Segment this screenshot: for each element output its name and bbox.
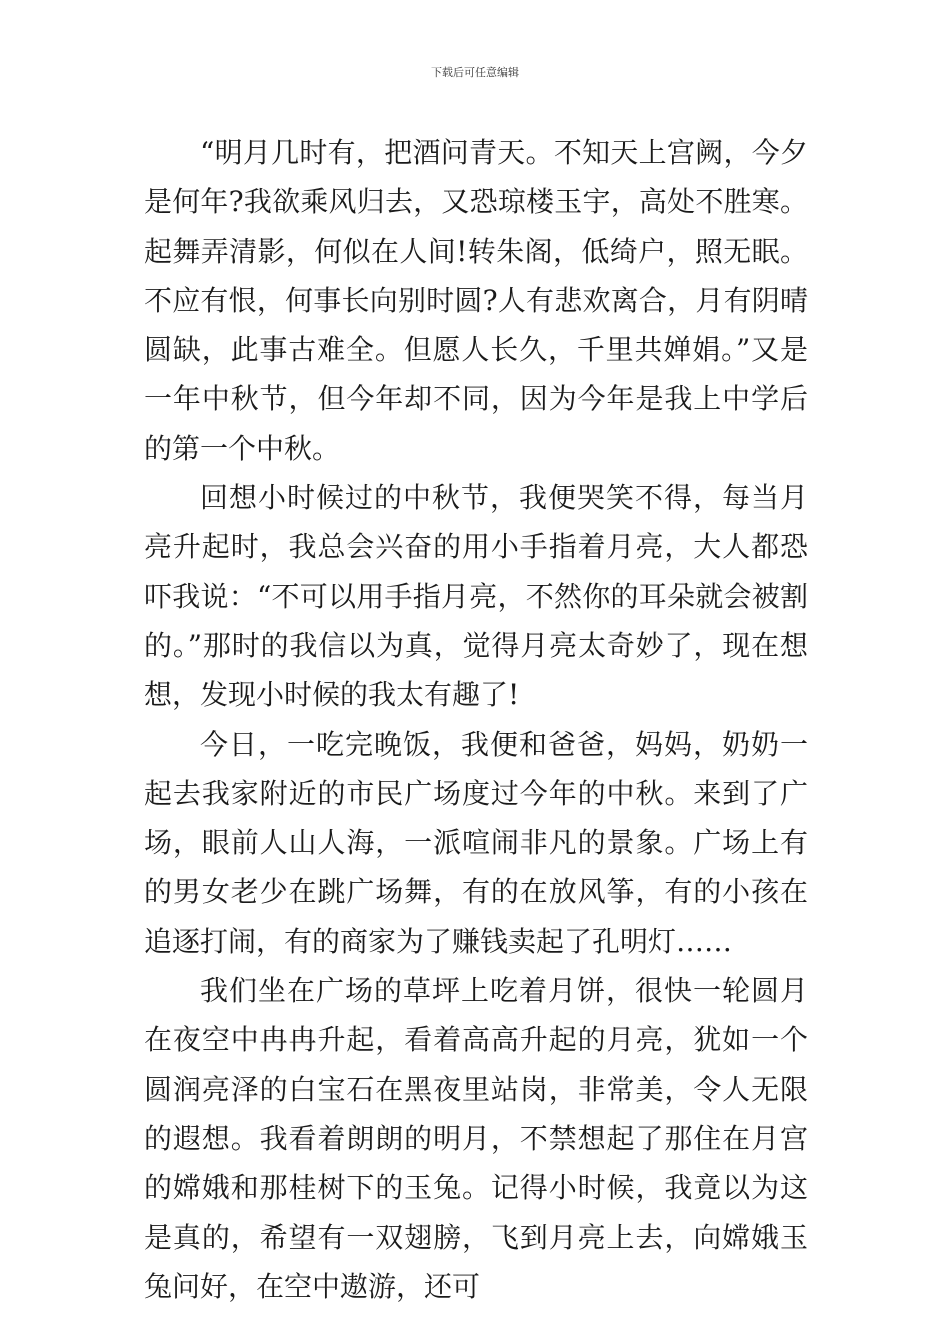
paragraph-2: 回想小时候过的中秋节，我便哭笑不得，每当月亮升起时，我总会兴奋的用小手指着月亮，大人都恐吓我说：“不可以用手指月亮，不然你的耳朵就会被割的。”那时的我信以为真，觉得月亮太奇妙了，现在想想，发现小时候的我太有趣了! bbox=[144, 481, 808, 712]
paragraph-3: 今日，一吃完晚饭，我便和爸爸，妈妈，奶奶一起去我家附近的市民广场度过今年的中秋。来到了广场，眼前人山人海，一派喧闹非凡的景象。广场上有的男女老少在跳广场舞，有的在放风筝，有的小孩在追逐打闹，有的商家为了赚钱卖起了孔明灯…… bbox=[144, 727, 808, 958]
page-header: 下载后可任意编辑 bbox=[431, 66, 519, 79]
paragraph-4: 我们坐在广场的草坪上吃着月饼，很快一轮圆月在夜空中冉冉升起，看着高高升起的月亮，犹如一个圆润亮泽的白宝石在黑夜里站岗，非常美，令人无限的遐想。我看着朗朗的明月，不禁想起了那住在月宫的嫦娥和那桂树下的玉兔。记得小时候，我竟以为这是真的，希望有一双翅膀，飞到月亮上去，向嫦娥玉兔问好，在空中遨游，还可 bbox=[144, 974, 808, 1303]
paragraph-1: “明月几时有，把酒问青天。不知天上宫阙，今夕是何年?我欲乘风归去，又恐琼楼玉宇，高处不胜寒。起舞弄清影，何似在人间!转朱阁，低绮户，照无眠。不应有恨，何事长向别时圆?人有悲欢离合，月有阴晴圆缺，此事古难全。但愿人长久，千里共婵娟。”又是一年中秋节，但今年却不同，因为今年是我上中学后的第一个中秋。 bbox=[144, 136, 808, 465]
essay-body bbox=[144, 128, 808, 1311]
